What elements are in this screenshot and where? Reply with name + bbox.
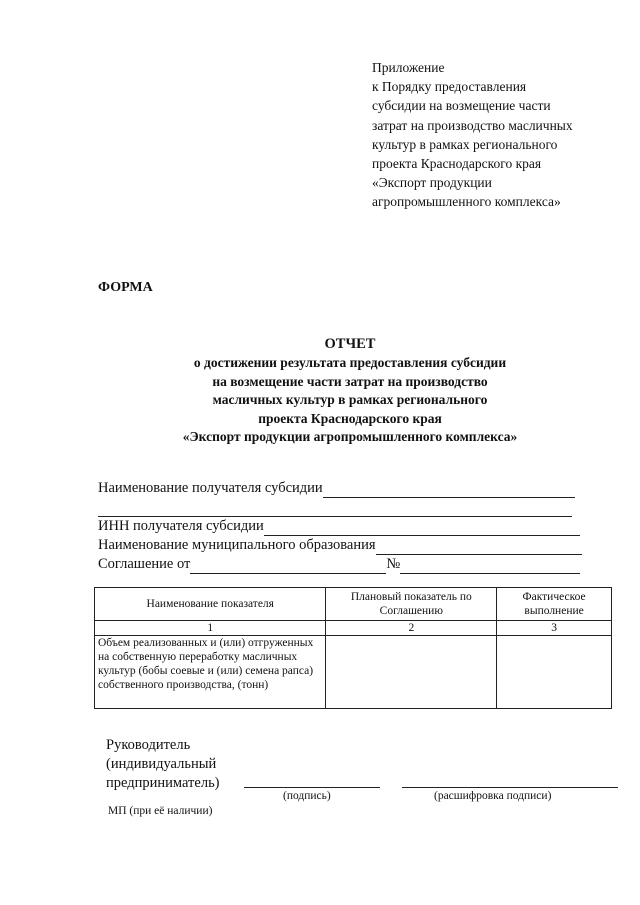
indicator-name-cell: Объем реализованных и (или) отгруженных на собственную переработку масличных культур (бобы соевые и (или) семена рапса) собственного производства, (тонн): [95, 636, 326, 709]
municipality-label: Наименование муниципального образования: [98, 537, 376, 553]
appendix-line: Приложение: [372, 60, 445, 75]
appendix-block: [372, 58, 634, 212]
municipality-field[interactable]: [376, 540, 582, 555]
agreement-date-field[interactable]: [190, 559, 386, 574]
recipient-name-field[interactable]: [323, 483, 575, 498]
signature-caption: (подпись): [283, 790, 331, 802]
report-subtitle-line: на возмещение части затрат на производство: [212, 373, 488, 389]
table-number-row: [95, 621, 612, 636]
header-indicator-name: Наименование показателя: [95, 588, 326, 621]
inn-label: ИНН получателя субсидии: [98, 518, 264, 534]
stamp-note: МП (при её наличии): [108, 805, 213, 817]
header-actual: Фактическое выполнение: [497, 588, 612, 621]
appendix-line: агропромышленного комплекса»: [372, 194, 561, 210]
inn-row: [98, 517, 618, 536]
appendix-line: к Порядку предоставления: [372, 79, 527, 95]
actual-value-cell[interactable]: [497, 636, 612, 709]
signature-role: [106, 736, 220, 793]
column-number: 1: [95, 621, 326, 636]
report-title-block: [100, 335, 600, 446]
agreement-row: [98, 555, 618, 574]
report-subtitle-line: о достижении результата предоставления субсидии: [193, 355, 507, 371]
indicators-table: [94, 587, 612, 709]
inn-field[interactable]: [264, 521, 580, 536]
recipient-fields: [98, 479, 618, 574]
column-number: 3: [497, 621, 612, 636]
form-label: ФОРМА: [98, 280, 153, 295]
signature-role-line: (индивидуальный: [106, 756, 217, 772]
report-subtitle-line: «Экспорт продукции агропромышленного комплекса»: [182, 429, 518, 445]
agreement-from-label: Соглашение от: [98, 556, 191, 572]
report-subtitle-line: масличных культур в рамках регионального: [212, 392, 488, 408]
recipient-name-continuation-row: [98, 498, 618, 517]
recipient-name-row: [98, 479, 618, 498]
table-row: [95, 636, 612, 709]
header-plan: Плановый показатель по Соглашению: [326, 588, 497, 621]
report-subtitle-line: проекта Краснодарского края: [258, 410, 442, 426]
signature-decoding-caption: (расшифровка подписи): [434, 790, 552, 802]
appendix-line: проекта Краснодарского края: [372, 156, 542, 172]
table-header-row: [95, 588, 612, 621]
report-title: ОТЧЕТ: [324, 336, 376, 352]
signature-role-line: Руководитель: [106, 737, 191, 753]
appendix-line: культур в рамках регионального: [372, 136, 558, 152]
plan-value-cell[interactable]: [326, 636, 497, 709]
signature-decoding-field[interactable]: [402, 786, 618, 788]
signature-role-line: предприниматель): [106, 775, 220, 791]
appendix-line: затрат на производство масличных: [372, 117, 573, 133]
appendix-line: «Экспорт продукции: [372, 175, 492, 191]
recipient-name-field-continuation[interactable]: [98, 502, 572, 517]
recipient-name-label: Наименование получателя субсидии: [98, 480, 323, 496]
appendix-line: субсидии на возмещение части: [372, 98, 551, 114]
agreement-number-label: №: [386, 556, 401, 572]
agreement-number-field[interactable]: [400, 559, 580, 574]
signature-field[interactable]: [244, 786, 380, 788]
column-number: 2: [326, 621, 497, 636]
municipality-row: [98, 536, 618, 555]
